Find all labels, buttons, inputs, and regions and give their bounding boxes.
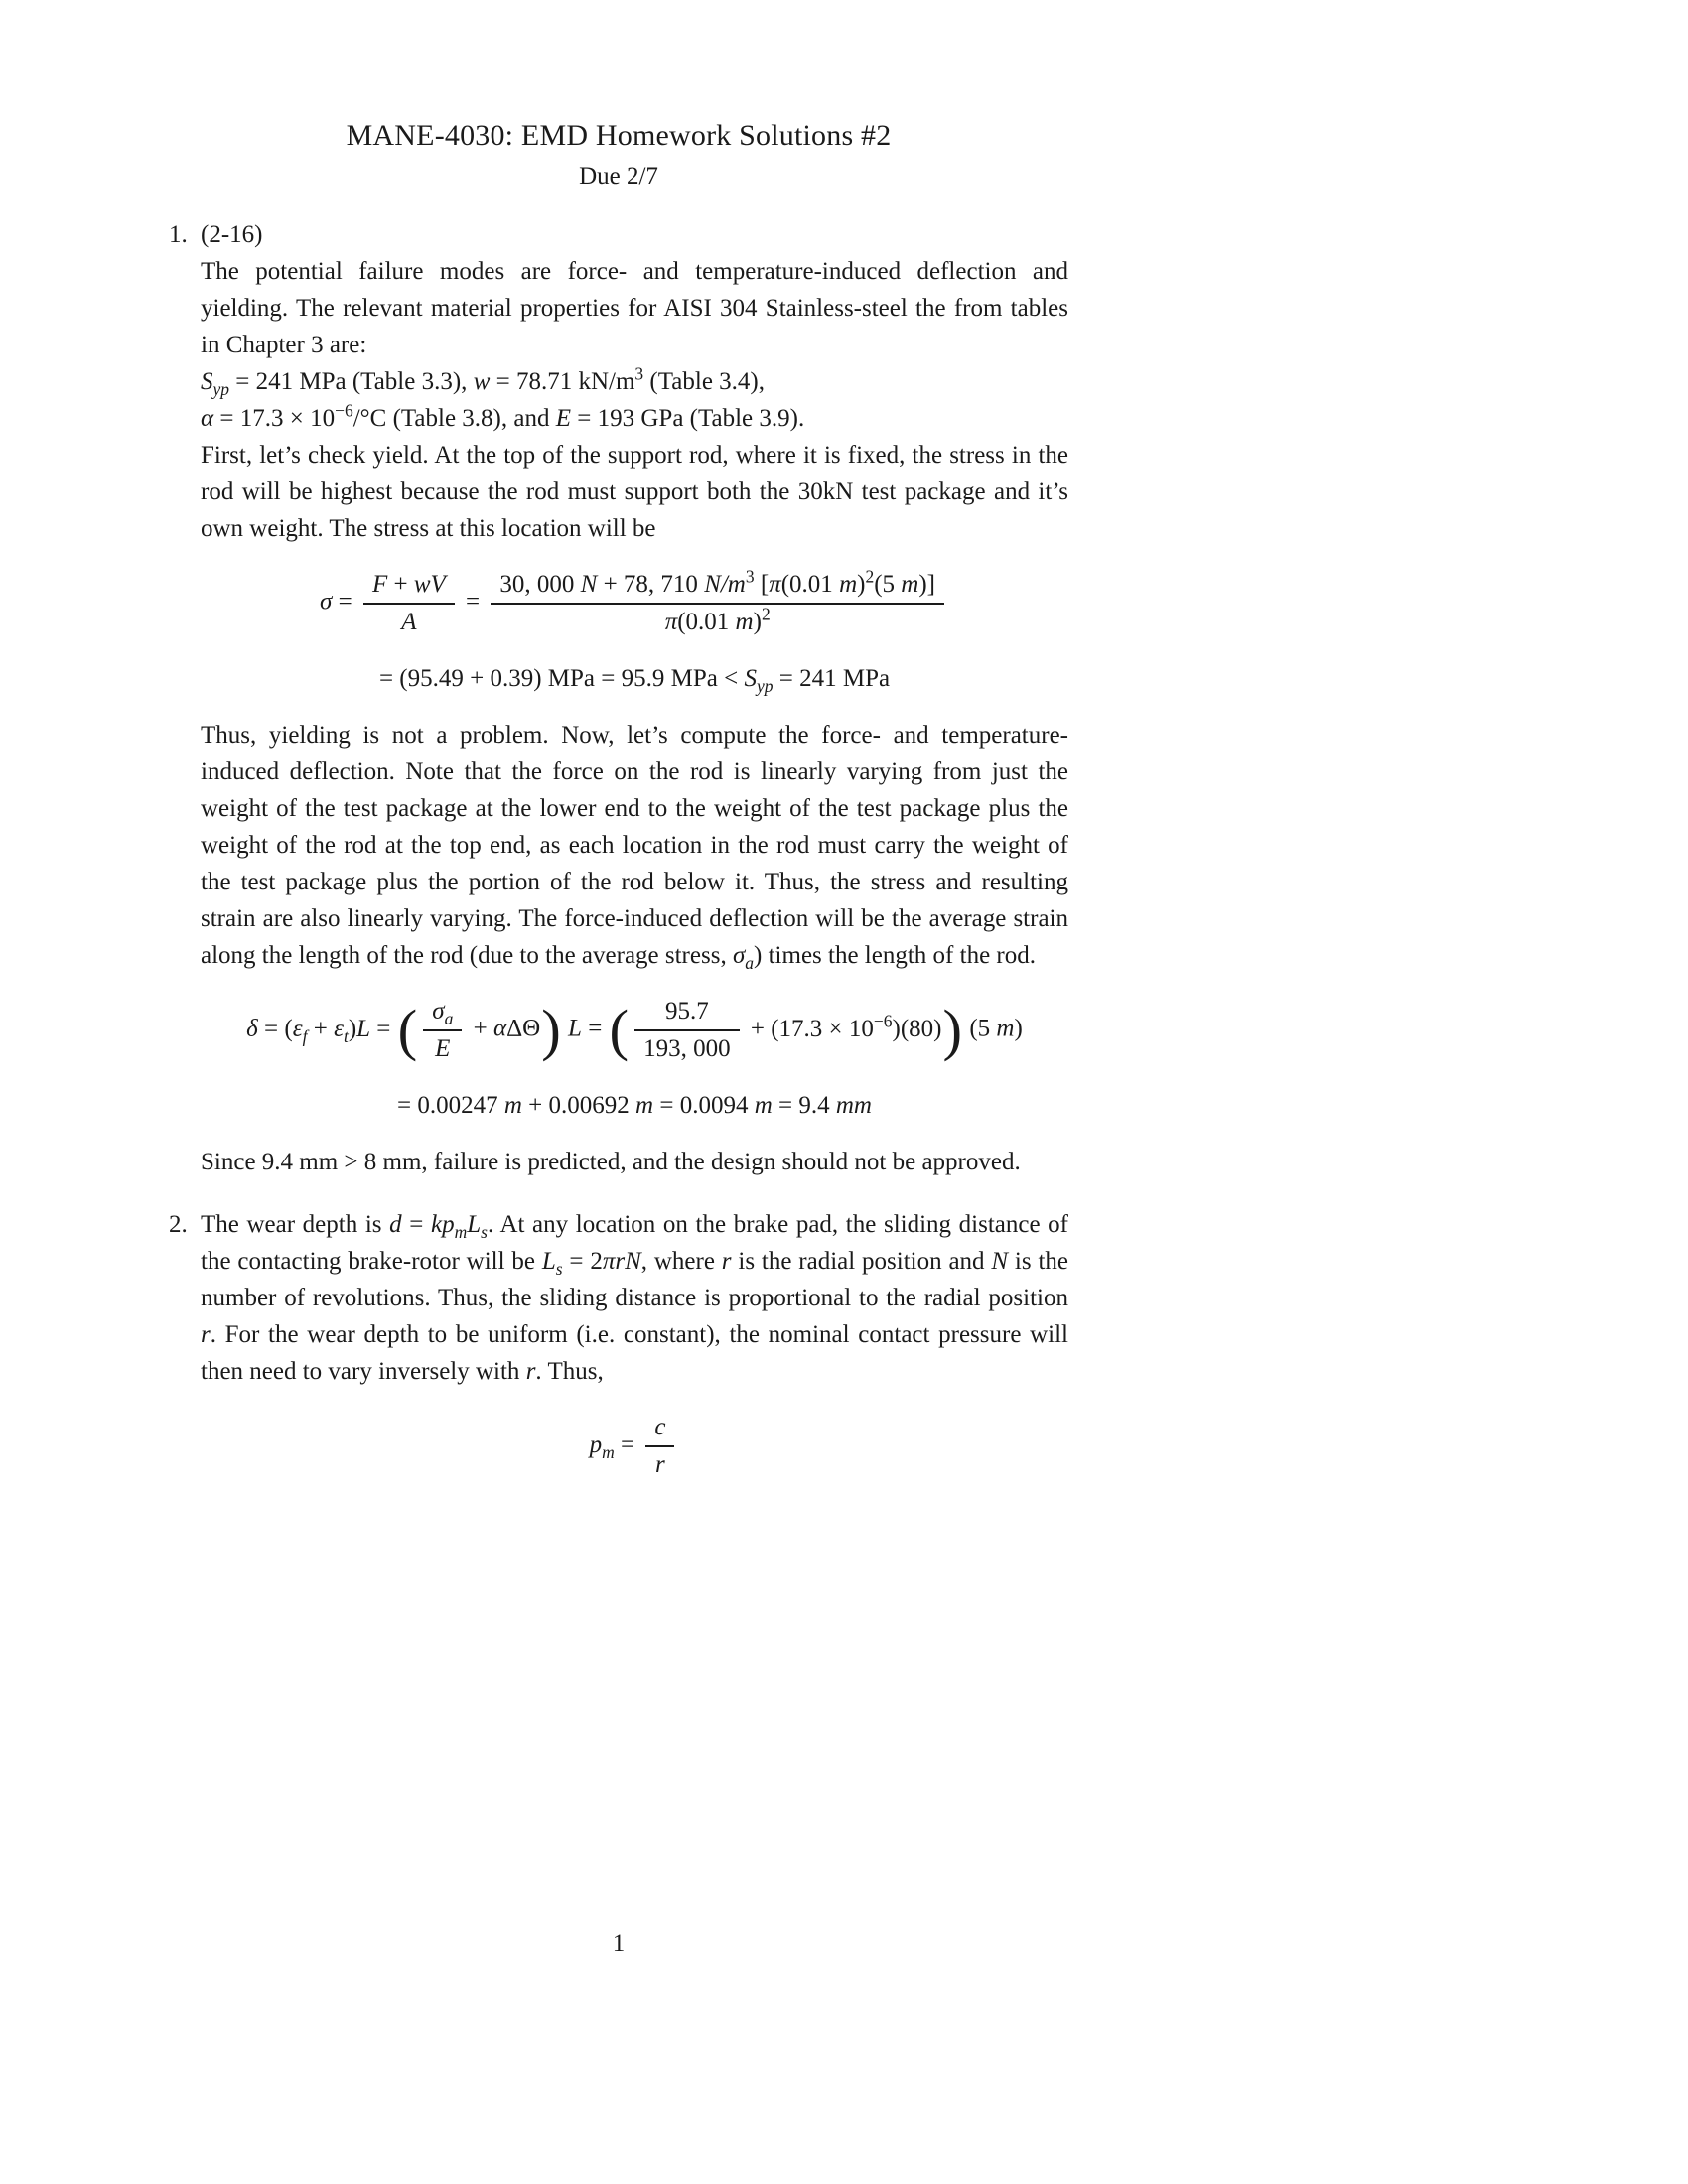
- problem-1-number: 1.: [169, 221, 188, 248]
- problem-1-content: [201, 216, 1068, 1180]
- stress-eq-symbolic-numerator: F + wV: [371, 571, 446, 598]
- problem-1: [169, 216, 1068, 1180]
- due-date: Due 2/7: [579, 163, 658, 190]
- problem-1-heading: (2-16): [201, 221, 263, 248]
- deflection-eq-middle: L =: [568, 1015, 609, 1042]
- stress-equation: [201, 567, 1068, 640]
- deflection-result-equation: = 0.00247 m + 0.00692 m = 0.0094 m = 9.4 mm: [397, 1092, 872, 1119]
- problem-1-intro-paragraph: The potential failure modes are force- and temperature-induced deflection and yielding. The relevant material properties for AISI 304 Stainless-steel the from tables in Chapter 3 are:: [201, 258, 1068, 358]
- problem-2: [169, 1206, 1068, 1503]
- deflection-eq-stress-fraction: [423, 994, 462, 1067]
- document-column: [169, 119, 1068, 1503]
- pressure-eq-numerator: c: [654, 1414, 666, 1440]
- stress-eq-numeric-fraction: [491, 567, 944, 640]
- stress-eq-symbolic-fraction: [363, 567, 455, 640]
- deflection-discussion-paragraph: Thus, yielding is not a problem. Now, let’s compute the force- and temperature-induced deflection. Note that the force on the rod is linearly varying from just the weight of the test package at the lower end to the weight of the test package plus the weight of the rod at the top end, as each location in the rod must carry the weight of the test package plus the portion of the rod below it. Thus, the stress and resulting strain are also linearly varying. The force-induced deflection will be the average strain along the length of the rod (due to the average stress, $\sigma_a$) times the length of the rod.: [201, 722, 1068, 973]
- problem-2-paragraph: The wear depth is $d = kp_mL_s$. At any location on the brake pad, the sliding distance of the contacting brake-rotor will be $L_s = 2\pi rN$, where r is the radial position and N is the number of revolutions. Thus, the sliding distance is proportional to the radial position r. For the wear depth to be uniform (i.e. constant), the nominal contact pressure will then need to vary inversely with r. Thus,: [201, 1211, 1069, 1385]
- deflection-eq-stress-denominator: E: [423, 1029, 462, 1067]
- stress-eq-lhs: σ =: [319, 588, 358, 615]
- deflection-eq-numeric-numerator: 95.7: [665, 998, 709, 1024]
- problem-2-content: [201, 1206, 1068, 1503]
- problem-2-number: 2.: [169, 1211, 188, 1238]
- deflection-eq-numeric-thermal-term: + $(17.3 \times 10^{-6})(80)$: [744, 1011, 942, 1042]
- pressure-eq-fraction: [645, 1410, 674, 1483]
- problem-1-conclusion: Since 9.4 mm > 8 mm, failure is predicted, and the design should not be approved.: [201, 1149, 1021, 1175]
- deflection-eq-numeric-fraction: [634, 994, 740, 1067]
- deflection-eq-numeric-denominator: 193, 000: [634, 1029, 740, 1067]
- material-properties-line-2: $\alpha = 17.3 \times 10^{-6}/^\circ C$ (Table 3.8), and E = 193 GPa (Table 3.9).: [201, 400, 805, 432]
- page-number: 1: [612, 1930, 626, 1957]
- stress-eq-symbolic-denominator: A: [363, 603, 455, 640]
- stress-eq-numeric-numerator: 30, 000 N + 78, 710 $N/m^3$ [π(0.01 m)$^2$(5 m)]: [499, 566, 935, 598]
- stress-result-equation: = (95.49 + 0.39) MPa = 95.9 MPa < $S_{yp} = 241$ MPa: [378, 665, 891, 696]
- document-header: [169, 119, 1068, 191]
- deflection-eq-lhs: $\delta = (\varepsilon_f + \varepsilon_t)L$ =: [246, 1015, 397, 1046]
- pressure-eq-denominator: r: [645, 1445, 674, 1483]
- document-title: MANE-4030: EMD Homework Solutions #2: [346, 119, 892, 152]
- deflection-eq-length-term: (5 m): [963, 1015, 1023, 1042]
- deflection-equation: $\delta = (\varepsilon_f + \varepsilon_t)L$ = ( $\frac{\sigma_a}{E}$ + αΔΘ) L = ( $\frac{95.7}{193, 000}$ + $(17.3 \times 10^{-6})(80)$) (5 m): [201, 994, 1068, 1067]
- page-footer: [169, 1930, 1068, 1958]
- material-properties-line-1: $S_{yp} = 241$ MPa (Table 3.3), w = 78.71 $kN/m^3$ (Table 3.4),: [201, 363, 765, 399]
- deflection-eq-stress-numerator: $\sigma_a$: [432, 998, 454, 1028]
- pressure-equation: [201, 1410, 1068, 1483]
- stress-eq-equals: =: [459, 588, 487, 615]
- stress-eq-numeric-denominator: π(0.01 m)$^2$: [491, 603, 944, 640]
- yield-check-paragraph: First, let’s check yield. At the top of the support rod, where it is fixed, the stress in the rod will be highest because the rod must support both the 30kN test package and it’s own weight. The stress at this location will be: [201, 442, 1068, 542]
- deflection-eq-thermal-term: + αΔΘ: [467, 1015, 541, 1042]
- pressure-eq-lhs: $p_m$ =: [589, 1431, 641, 1462]
